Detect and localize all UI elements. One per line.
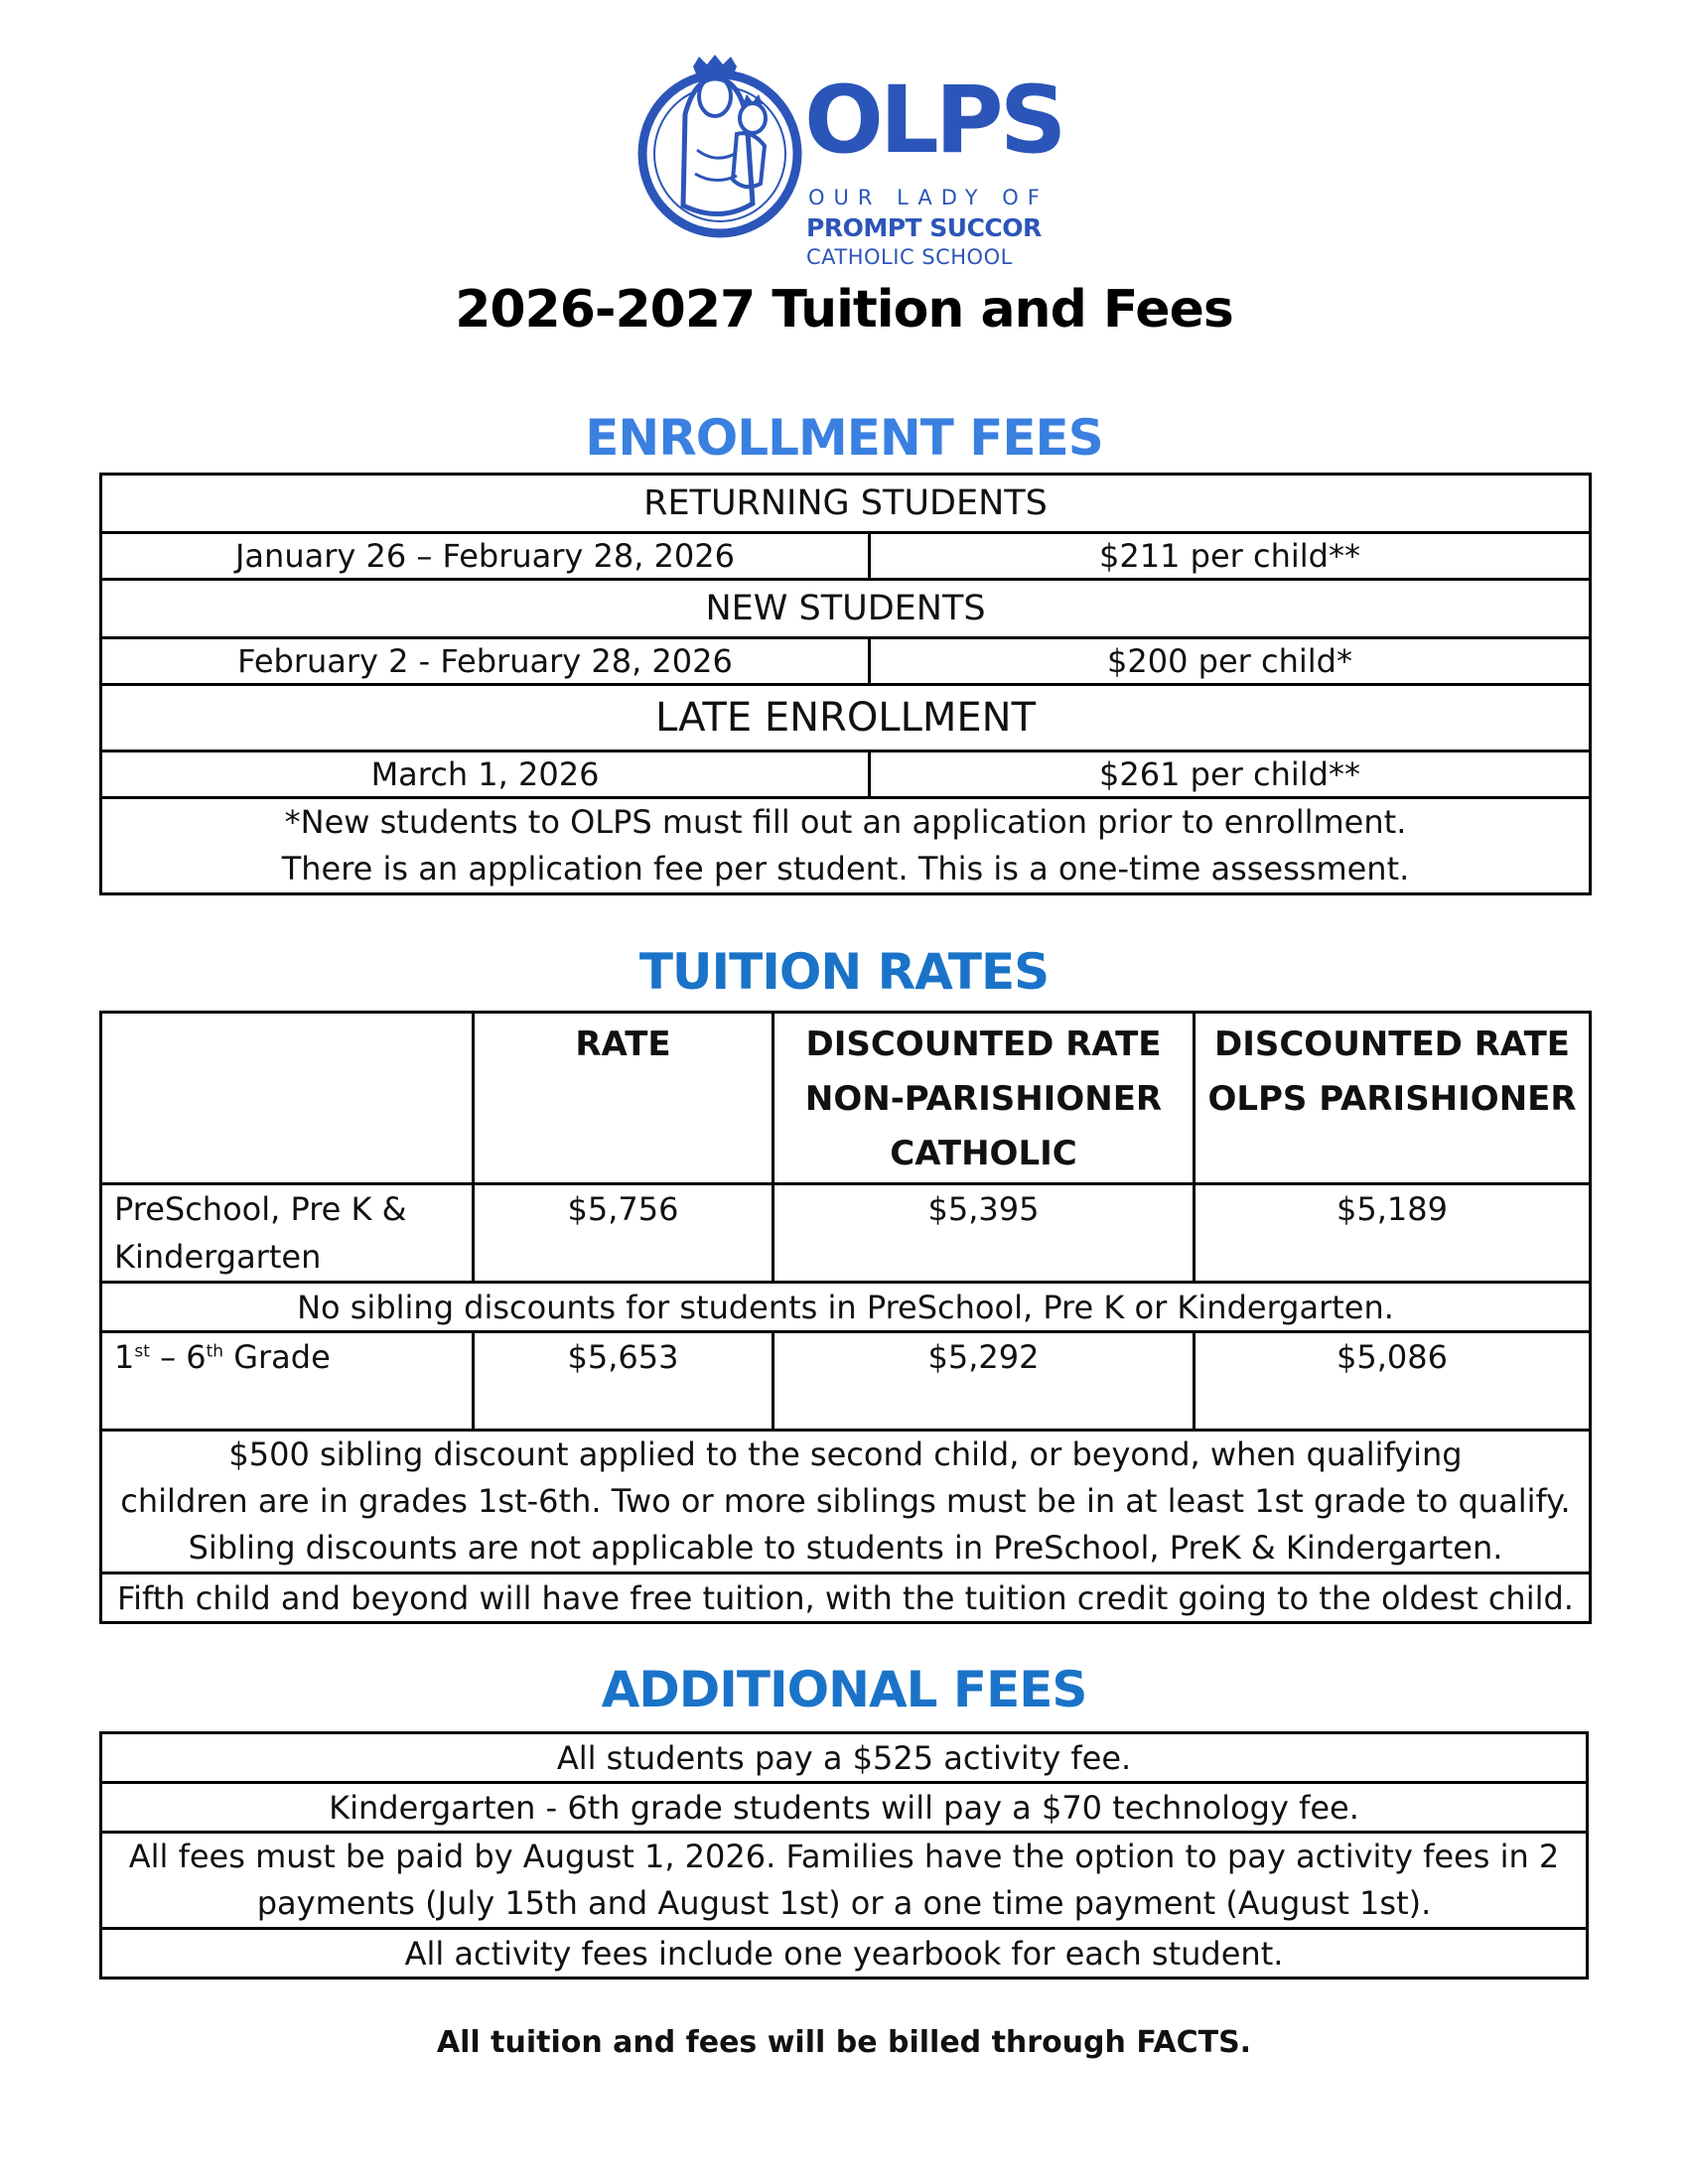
note-line: All fees must be paid by August 1, 2026. Families have the option to pay activity fees in 2 [128,1838,1560,1875]
late-fee: $261 per child** [870,751,1591,798]
label-part: – 6 [149,1338,207,1376]
returning-dates: January 26 – February 28, 2026 [101,533,870,580]
label-line: Kindergarten [114,1238,322,1276]
late-enrollment-row [101,685,1591,751]
preschool-parishioner-rate: $5,189 [1195,1184,1591,1283]
label-part: 1 [114,1338,135,1376]
table-row [101,1573,1591,1623]
fifth-child-note: Fifth child and beyond will have free tuition, with the tuition credit going to the oldest child. [101,1573,1591,1623]
new-students-label: NEW STUDENTS [101,580,1591,638]
label-part: Grade [223,1338,331,1376]
label-sup: th [206,1341,224,1362]
logo-acronym: OLPS [804,67,1063,175]
label-line: PreSchool, Pre K & [114,1190,407,1228]
table-row [101,1332,1591,1431]
grades-label [101,1332,474,1431]
label-sup: st [134,1341,150,1362]
tuition-table [99,1011,1592,1624]
technology-fee-note: Kindergarten - 6th grade students will pay a $70 technology fee. [101,1783,1588,1833]
enrollment-table [99,473,1592,895]
grades-nonparishioner-rate: $5,292 [774,1332,1195,1431]
preschool-label [101,1184,474,1283]
enrollment-note [101,798,1591,894]
enrollment-note-row [101,798,1591,894]
parishioner-column-header [1195,1013,1591,1184]
table-row [101,1929,1588,1979]
grades-parishioner-rate: $5,086 [1195,1332,1591,1431]
school-logo [635,55,1063,269]
table-row [101,1283,1591,1332]
note-line: payments (July 15th and August 1st) or a one time payment (August 1st). [256,1884,1432,1922]
sibling-discount-note [101,1431,1591,1573]
page-title: 2026-2027 Tuition and Fees [455,280,1233,340]
rate-column-header: RATE [474,1013,774,1184]
tuition-heading: TUITION RATES [638,943,1050,1001]
empty-header-cell [101,1013,474,1184]
header-line: DISCOUNTED RATE [805,1024,1162,1064]
activity-fee-note: All students pay a $525 activity fee. [101,1733,1588,1783]
yearbook-note: All activity fees include one yearbook for each student. [101,1929,1588,1979]
table-row [101,1783,1588,1833]
header-line: NON-PARISHIONER [804,1079,1163,1119]
late-enrollment-label: LATE ENROLLMENT [101,685,1591,751]
no-sibling-discount-note: No sibling discounts for students in PreSchool, Pre K or Kindergarten. [101,1283,1591,1332]
billing-footer: All tuition and fees will be billed through FACTS. [436,2025,1252,2060]
note-line: Sibling discounts are not applicable to students in PreSchool, PreK & Kindergarten. [188,1529,1503,1567]
additional-fees-table [99,1731,1589,1979]
logo-line-prompt-succor: PROMPT SUCCOR [806,213,1042,242]
logo-line-our-lady: OUR LADY OF [808,186,1049,209]
logo-line-catholic-school: CATHOLIC SCHOOL [806,245,1013,269]
table-row [101,533,1591,580]
table-row [101,638,1591,685]
table-row [101,1833,1588,1929]
note-line: children are in grades 1st-6th. Two or more siblings must be in at least 1st grade to qualify. [120,1482,1571,1520]
returning-fee: $211 per child** [870,533,1591,580]
table-row [101,1184,1591,1283]
header-line: OLPS PARISHIONER [1207,1079,1577,1119]
enrollment-note-line: *New students to OLPS must fill out an application prior to enrollment. [284,803,1407,841]
table-row [101,1431,1591,1573]
enrollment-heading: ENROLLMENT FEES [585,409,1103,467]
enrollment-note-line: There is an application fee per student. This is a one-time assessment. [281,850,1410,887]
table-row [101,751,1591,798]
returning-students-row [101,475,1591,533]
tuition-header-row [101,1013,1591,1184]
logo-wordmark [804,67,1063,269]
new-fee: $200 per child* [870,638,1591,685]
additional-fees-heading: ADDITIONAL FEES [601,1661,1087,1718]
new-dates: February 2 - February 28, 2026 [101,638,870,685]
new-students-row [101,580,1591,638]
header-line: DISCOUNTED RATE [1213,1024,1571,1064]
returning-students-label: RETURNING STUDENTS [101,475,1591,533]
late-dates: March 1, 2026 [101,751,870,798]
payment-note [101,1833,1588,1929]
preschool-rate: $5,756 [474,1184,774,1283]
nonparishioner-column-header [774,1013,1195,1184]
note-line: $500 sibling discount applied to the second child, or beyond, when qualifying [228,1435,1463,1473]
preschool-nonparishioner-rate: $5,395 [774,1184,1195,1283]
table-row [101,1733,1588,1783]
header-line: CATHOLIC [890,1134,1077,1173]
madonna-seal-icon [635,55,804,238]
grades-rate: $5,653 [474,1332,774,1431]
